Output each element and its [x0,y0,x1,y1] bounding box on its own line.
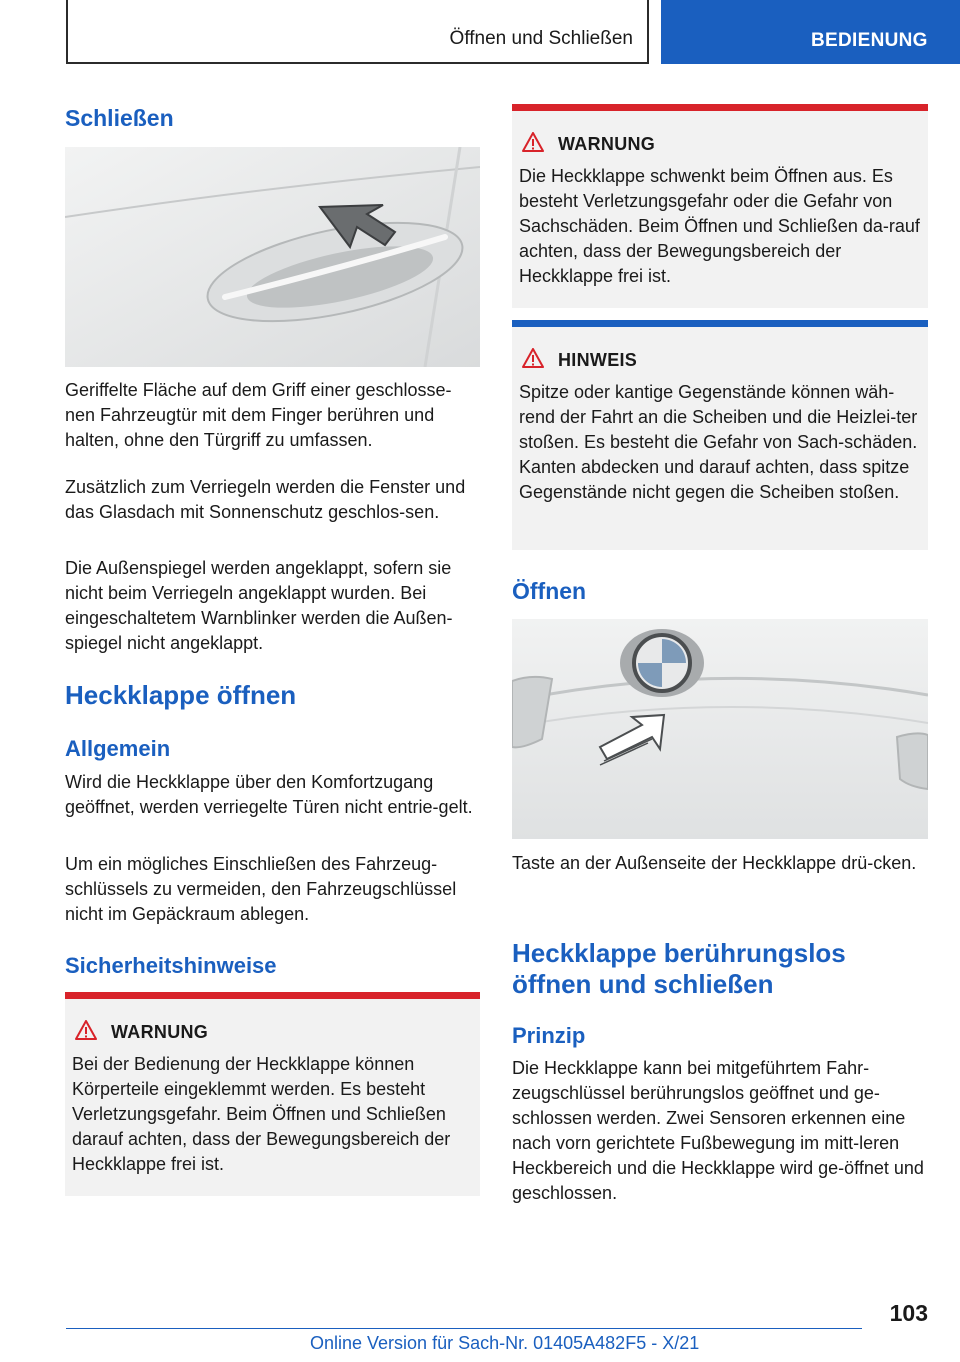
tailgate-button-figure [512,619,928,839]
heading-allgemein: Allgemein [65,736,171,761]
warning-title: WARNUNG [111,1022,209,1042]
paragraph-schliessen-1: Geriffelte Fläche auf dem Griff einer geschlosse-nen Fahrzeugtür mit dem Finger berühren und halten, ohne den Türgriff zu umfassen. [65,380,452,450]
heading-beruehrungslos: Heckklappe berührungslos öffnen und schließen [512,938,846,999]
warning-box-right [512,104,928,308]
paragraph-prinzip-1: Die Heckklappe kann bei mitgeführtem Fahr-zeugschlüssel berührungslos geöffnet und ge-schlossen werden. Zwei Sensoren erkennen eine nach vorn gerichtete Fußbewegung im mitt-leren Heckbereich und die Heckklappe wird ge-öffnet und geschlossen. [512,1058,924,1203]
footer-divider [66,1328,862,1329]
heading-sicherheitshinweise: Sicherheitshinweise [65,953,277,978]
warning-text: Die Heckklappe schwenkt beim Öffnen aus. Es besteht Verletzungsgefahr oder die Gefahr von Sachschäden. Beim Öffnen und Schließen da-rauf achten, dass der Bewegungsbereich der Heckklappe frei ist. [519,166,920,286]
header-chapter-tab [661,0,960,64]
hinweis-box [512,320,928,550]
paragraph-allgemein-2: Um ein mögliches Einschließen des Fahrzeug-schlüssels zu vermeiden, den Fahrzeugschlüssel nicht im Gepäckraum ablegen. [65,854,457,924]
door-handle-illustration [65,147,480,367]
tailgate-button-illustration [512,619,928,839]
hinweis-title: HINWEIS [558,350,638,370]
header-chapter-label: BEDIENUNG [811,30,928,51]
heading-oeffnen: Öffnen [512,578,587,604]
header-section-box [66,0,649,64]
heading-schliessen: Schließen [65,105,174,131]
warning-title: WARNUNG [558,134,656,154]
door-handle-figure [65,147,480,367]
warning-triangle-icon [522,132,544,152]
header-section-title: Öffnen und Schließen [449,28,633,49]
warning-bar [65,992,480,999]
warning-box-left [65,992,480,1196]
hinweis-bar [512,320,928,327]
warning-bar [512,104,928,111]
paragraph-schliessen-3: Die Außenspiegel werden angeklappt, sofern sie nicht beim Verriegeln angeklappt wurden. Bei eingeschaltetem Warnblinker werden die Außen-spiegel nicht angeklappt. [65,558,453,653]
heading-heckklappe-oeffnen: Heckklappe öffnen [65,680,297,710]
online-version-note: Online Version für Sach-Nr. 01405A482F5 - X/21 [310,1333,700,1353]
paragraph-oeffnen-1: Taste an der Außenseite der Heckklappe drü-cken. [512,853,917,873]
heading-prinzip: Prinzip [512,1023,586,1048]
warning-triangle-icon [75,1020,97,1040]
page-number: 103 [889,1300,928,1326]
paragraph-allgemein-1: Wird die Heckklappe über den Komfortzugang geöffnet, werden verriegelte Türen nicht entrie-gelt. [65,772,473,817]
warning-text: Bei der Bedienung der Heckklappe können Körperteile eingeklemmt werden. Es besteht Verletzungsgefahr. Beim Öffnen und Schließen darauf achten, dass der Bewegungsbereich der Heckklappe frei ist. [72,1054,451,1174]
hinweis-text: Spitze oder kantige Gegenstände können wäh-rend der Fahrt an die Scheiben und die Heizlei-ter stoßen. Es besteht die Gefahr von Sach-schäden. Kanten abdecken und darauf achten, dass spitze Gegenstände nicht gegen die Scheiben stoßen. [519,382,918,502]
notice-triangle-icon [522,348,544,368]
paragraph-schliessen-2: Zusätzlich zum Verriegeln werden die Fenster und das Glasdach mit Sonnenschutz geschlos-sen. [65,477,466,522]
